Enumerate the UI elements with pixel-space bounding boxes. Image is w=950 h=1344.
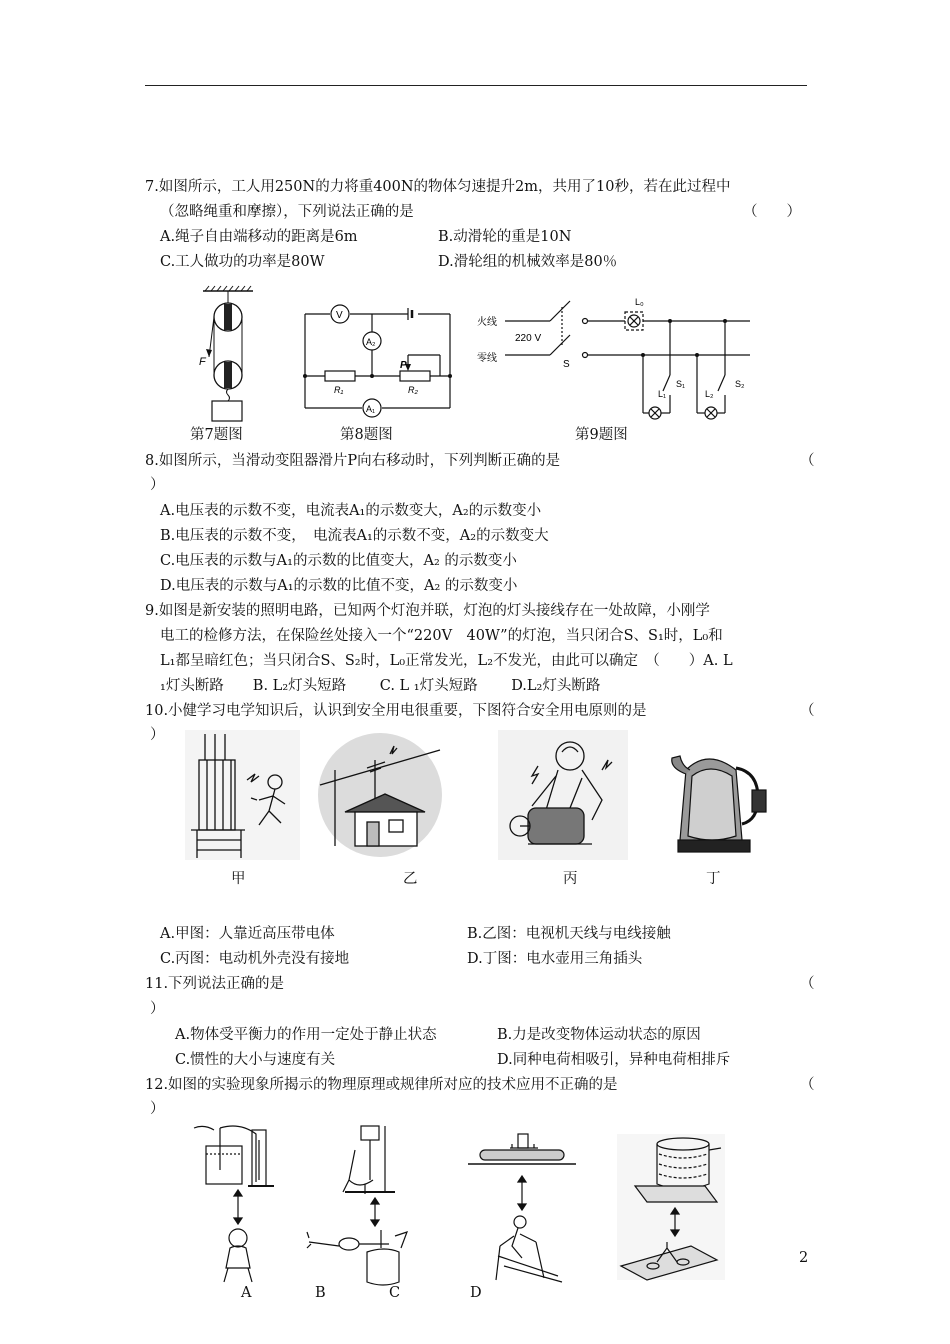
q8-option-a: A.电压表的示数不变，电流表A₁的示数变大，A₂的示数变小 <box>160 503 542 519</box>
q8-bracket-close: ） <box>150 477 165 493</box>
fig9-voltage-label: 220 V <box>515 333 542 344</box>
q10-image-bing-motor <box>498 730 628 860</box>
q8-bracket-open: （ <box>800 453 815 469</box>
q12-bracket-close: ） <box>150 1101 165 1117</box>
q11-stem: 11.下列说法正确的是 <box>145 976 285 992</box>
q8-option-b: B.电压表的示数不变， 电流表A₁的示数不变，A₂的示数变大 <box>160 528 549 544</box>
q11-option-a: A.物体受平衡力的作用一定处于静止状态 <box>175 1027 437 1043</box>
fig9-l2-label: L₂ <box>705 389 714 399</box>
q8-option-d: D.电压表的示数与A₁的示数的比值不变，A₂ 的示数变小 <box>160 578 518 594</box>
q7-option-a: A.绳子自由端移动的距离是6m <box>160 229 358 245</box>
fig9-s1-label: S₁ <box>676 379 686 389</box>
fig8-r2-label: R₂ <box>408 385 418 395</box>
fig7-force-label: F <box>199 356 206 368</box>
fig7-pulley-diagram <box>195 285 265 425</box>
q7-option-b: B.动滑轮的重是10N <box>438 229 572 245</box>
q7-stem-line2: （忽略绳重和摩擦），下列说法正确的是 <box>160 204 414 220</box>
fig7-caption: 第7题图 <box>190 427 243 443</box>
q12-image-b-sprayer <box>305 1120 415 1290</box>
q12-bracket-open: （ <box>800 1077 815 1093</box>
q10-image-jia-high-voltage <box>185 730 300 860</box>
q12-stem: 12.如图的实验现象所揭示的物理原理或规律所对应的技术应用不正确的是 <box>145 1077 618 1093</box>
q10-bracket-open: （ <box>800 703 815 719</box>
q10-option-a: A.甲图：人靠近高压带电体 <box>160 926 335 942</box>
q12-image-d-suction <box>613 1130 728 1285</box>
q9-line1: 9.如图是新安装的照明电路，已知两个灯泡并联，灯泡的灯头接线存在一处故障，小刚学 <box>145 603 710 619</box>
fig9-l1-label: L₁ <box>658 389 667 399</box>
q8-stem: 8.如图所示，当滑动变阻器滑片P向右移动时，下列判断正确的是 <box>145 453 561 469</box>
q12-image-a-pressure <box>190 1120 285 1290</box>
fig9-switch-s-label: S <box>563 359 570 370</box>
q12-label-b: B <box>315 1285 326 1301</box>
q10-option-b: B.乙图：电视机天线与电线接触 <box>467 926 671 942</box>
fig8-caption: 第8题图 <box>340 427 393 443</box>
fig8-ammeter-a1-label: A₁ <box>366 404 376 414</box>
q12-label-d: D <box>470 1285 482 1301</box>
q7-option-c: C.工人做功的功率是80W <box>160 254 325 270</box>
fig9-live-wire-label: 火线 <box>477 317 497 328</box>
q11-option-c: C.惯性的大小与速度有关 <box>175 1052 336 1068</box>
q12-label-c: C <box>389 1285 401 1301</box>
page-number: 2 <box>799 1250 809 1266</box>
fig9-caption: 第9题图 <box>575 427 628 443</box>
fig9-s2-label: S₂ <box>735 379 745 389</box>
fig8-r1-label: R₁ <box>334 385 344 395</box>
q9-line2: 电工的检修方法，在保险丝处接入一个“220V 40W”的灯泡，当只闭合S、S₁时，L₀和 <box>160 628 723 644</box>
q8-option-c: C.电压表的示数与A₁的示数的比值变大，A₂ 的示数变小 <box>160 553 517 569</box>
q10-option-c: C.丙图：电动机外壳没有接地 <box>160 951 350 967</box>
fig9-l0-label: L₀ <box>635 297 644 307</box>
q7-answer-bracket: （ ） <box>743 204 801 220</box>
q10-stem: 10.小健学习电学知识后，认识到安全用电很重要，下图符合安全用电原则的是 <box>145 703 647 719</box>
q7-stem-line1: 7.如图所示，工人用250N的力将重400N的物体匀速提升2m，共用了10秒，若在此过程中 <box>145 179 731 195</box>
fig8-voltmeter-label: V <box>336 310 343 321</box>
q9-line3: L₁都呈暗红色；当只闭合S、S₂时，L₀正常发光，L₂不发光，由此可以确定 （ ）A. L <box>160 653 733 669</box>
header-rule <box>145 85 807 86</box>
q10-label-jia: 甲 <box>231 871 246 887</box>
q10-image-yi-antenna <box>315 730 445 860</box>
fig8-slider-label: P <box>400 360 407 371</box>
q12-label-a: A <box>241 1285 252 1301</box>
fig8-ammeter-a2-label: A₂ <box>366 337 376 347</box>
q11-option-d: D.同种电荷相吸引，异种电荷相排斥 <box>497 1052 731 1068</box>
q11-bracket-open: （ <box>800 976 815 992</box>
q11-bracket-close: ） <box>150 1001 165 1017</box>
q10-label-yi: 乙 <box>403 871 418 887</box>
q10-image-ding-kettle <box>668 740 768 860</box>
fig8-circuit-diagram <box>300 300 455 418</box>
q10-bracket-close: ） <box>150 727 165 743</box>
fig9-neutral-wire-label: 零线 <box>477 353 497 364</box>
q9-line4-options: ₁灯头断路 B. L₂灯头短路 C. L ₁灯头短路 D.L₂灯头断路 <box>160 678 601 694</box>
q10-option-d: D.丁图：电水壶用三角插头 <box>467 951 643 967</box>
q7-option-d: D.滑轮组的机械效率是80％ <box>438 254 618 270</box>
q10-label-bing: 丙 <box>563 871 578 887</box>
q12-image-c-skier <box>462 1120 582 1290</box>
q11-option-b: B.力是改变物体运动状态的原因 <box>497 1027 701 1043</box>
fig9-lighting-circuit <box>475 295 755 425</box>
q10-label-ding: 丁 <box>706 871 721 887</box>
